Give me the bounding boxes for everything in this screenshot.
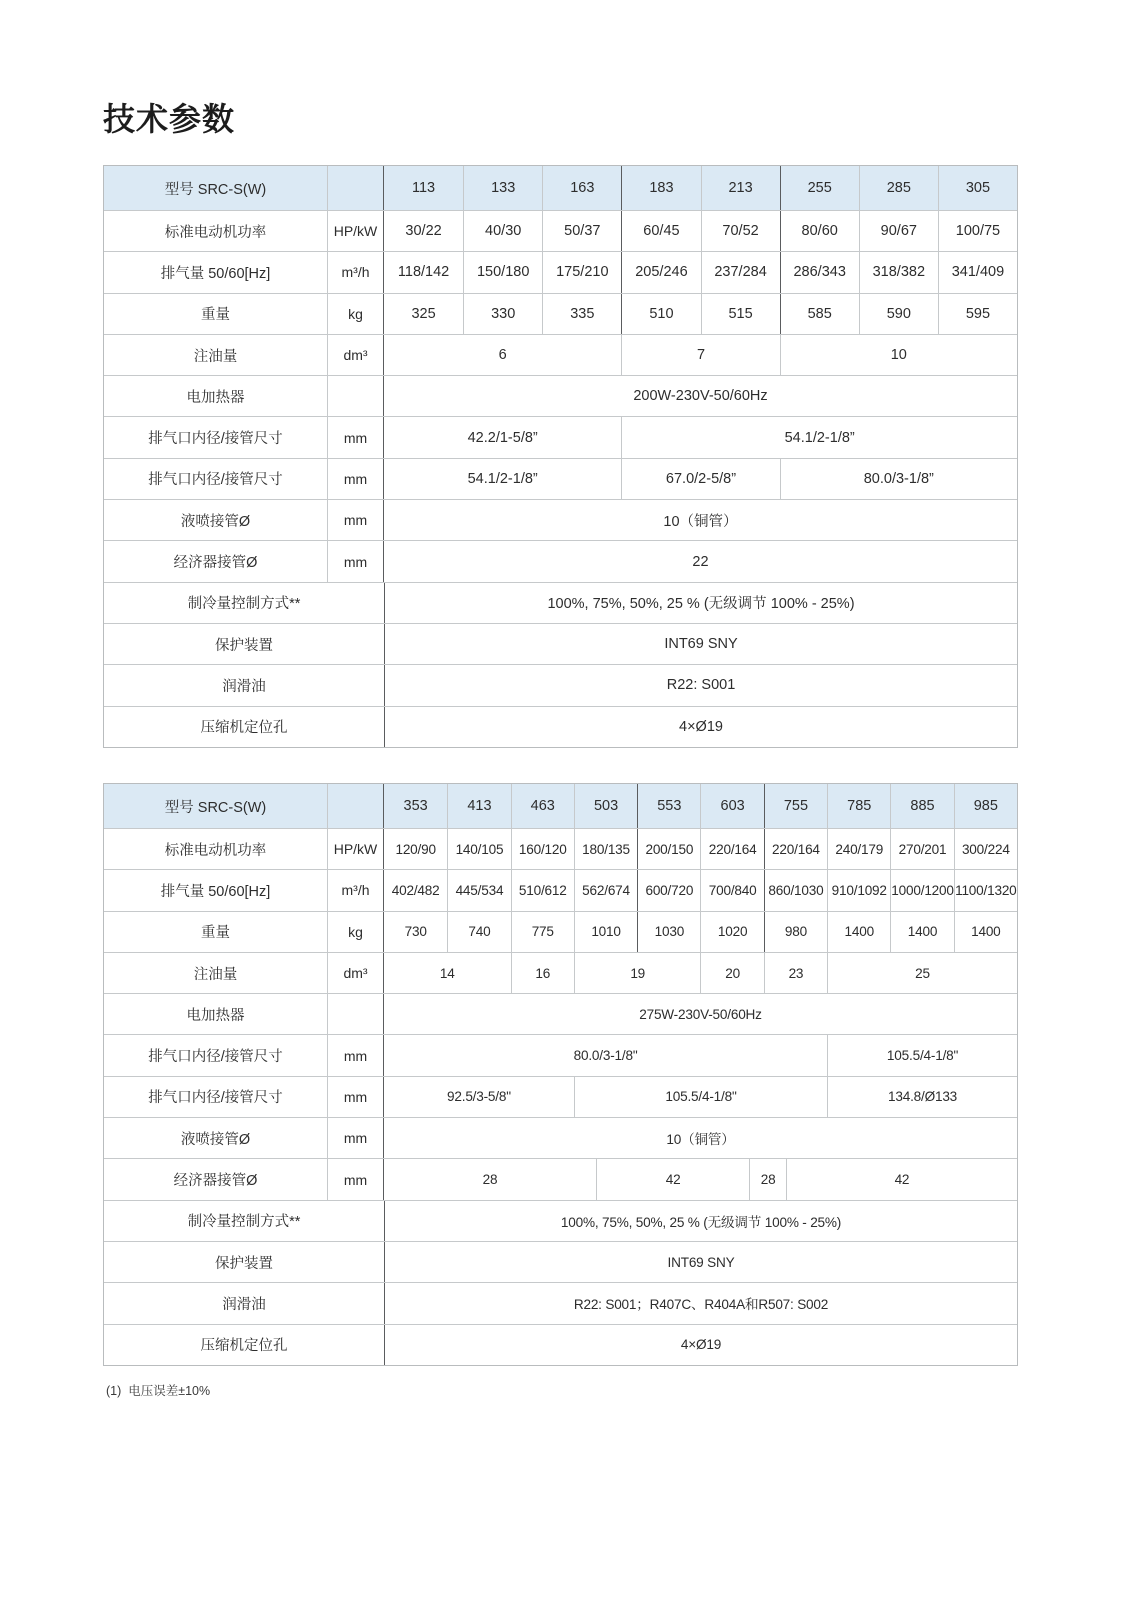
page-title: 技术参数 xyxy=(103,101,236,137)
row-values xyxy=(384,376,1017,416)
model-number-cell: 213 xyxy=(701,166,780,210)
data-cell: 300/224 xyxy=(954,829,1017,869)
table-row xyxy=(104,1241,1017,1282)
data-cell: INT69 SNY xyxy=(667,1254,735,1270)
row-label: 经济器接管Ø xyxy=(104,1159,328,1199)
data-cell: 160/120 xyxy=(511,829,574,869)
table-row xyxy=(104,1034,1017,1075)
data-cell: 28 xyxy=(749,1159,786,1199)
data-cell: 585 xyxy=(780,294,859,334)
row-values xyxy=(384,459,1017,499)
data-cell: 28 xyxy=(482,1172,498,1188)
data-cell: 1400 xyxy=(827,912,890,952)
row-values xyxy=(384,166,1017,210)
model-number-cell: 133 xyxy=(463,166,542,210)
row-values xyxy=(384,994,1017,1034)
row-values xyxy=(384,1118,1017,1158)
footnote: (1) 电压误差±10% xyxy=(106,1384,211,1398)
row-values xyxy=(384,829,1017,869)
row-label: 压缩机定位孔 xyxy=(104,707,385,747)
row-label: 液喷接管Ø xyxy=(104,500,328,540)
row-values xyxy=(384,1077,1017,1117)
data-cell: R22: S001；R407C、R404A和R507: S002 xyxy=(573,1297,829,1313)
data-cell: 1020 xyxy=(700,912,763,952)
model-number-cell: 285 xyxy=(859,166,938,210)
row-label: 排气量 50/60[Hz] xyxy=(104,252,328,292)
model-number-cell: 785 xyxy=(827,784,890,828)
row-values xyxy=(385,1283,1017,1323)
data-cell: 910/1092 xyxy=(827,870,890,910)
table-row xyxy=(104,1200,1017,1241)
table-row xyxy=(104,664,1017,705)
model-number-cell: 885 xyxy=(890,784,953,828)
data-cell: 10（铜管） xyxy=(663,513,738,530)
model-number-cell: 255 xyxy=(780,166,859,210)
row-unit: kg xyxy=(328,912,384,952)
data-cell: 590 xyxy=(859,294,938,334)
row-unit: kg xyxy=(328,294,384,334)
row-unit: HP/kW xyxy=(328,829,384,869)
row-label: 注油量 xyxy=(104,953,328,993)
row-label: 制冷量控制方式** xyxy=(104,583,385,623)
table-row xyxy=(104,911,1017,952)
model-number-cell: 553 xyxy=(637,784,700,828)
row-values xyxy=(384,500,1017,540)
data-cell: 134.8/Ø133 xyxy=(827,1077,1017,1117)
model-number-cell: 503 xyxy=(574,784,637,828)
table-row xyxy=(104,293,1017,334)
data-cell: 341/409 xyxy=(938,252,1017,292)
data-cell: 562/674 xyxy=(574,870,637,910)
row-values xyxy=(384,335,1017,375)
row-label: 排气量 50/60[Hz] xyxy=(104,870,328,910)
row-unit: dm³ xyxy=(328,335,384,375)
data-cell: 30/22 xyxy=(405,223,442,240)
row-unit: mm xyxy=(328,1118,384,1158)
data-cell: 200W-230V-50/60Hz xyxy=(633,388,768,405)
table-row xyxy=(104,1324,1017,1365)
row-label: 排气口内径/接管尺寸 xyxy=(104,417,328,457)
row-values xyxy=(384,912,1017,952)
table-row xyxy=(104,1158,1017,1199)
model-number-cell: 463 xyxy=(511,784,574,828)
row-unit: HP/kW xyxy=(328,211,384,251)
table-row xyxy=(104,334,1017,375)
data-cell: 595 xyxy=(938,294,1017,334)
data-cell: 730 xyxy=(404,924,427,940)
data-cell: 19 xyxy=(574,953,701,993)
table-row xyxy=(104,210,1017,251)
data-cell: 318/382 xyxy=(859,252,938,292)
row-label: 润滑油 xyxy=(104,665,385,705)
data-cell: 445/534 xyxy=(447,870,510,910)
table-row xyxy=(104,1076,1017,1117)
data-cell: 220/164 xyxy=(764,829,827,869)
data-cell: 40/30 xyxy=(463,211,542,251)
spec-table-models-113-305 xyxy=(103,165,1018,748)
row-label: 型号 SRC-S(W) xyxy=(104,166,328,210)
table-row xyxy=(104,1117,1017,1158)
row-values xyxy=(384,953,1017,993)
row-unit: mm xyxy=(328,1035,384,1075)
table-row xyxy=(104,416,1017,457)
data-cell: 1100/1320 xyxy=(954,870,1017,910)
row-values xyxy=(384,870,1017,910)
model-number-cell: 985 xyxy=(954,784,1017,828)
row-label: 标准电动机功率 xyxy=(104,829,328,869)
row-unit xyxy=(328,166,384,210)
row-label: 标准电动机功率 xyxy=(104,211,328,251)
data-cell: 860/1030 xyxy=(764,870,827,910)
row-values xyxy=(384,211,1017,251)
row-label: 保护装置 xyxy=(104,624,385,664)
table-row xyxy=(104,499,1017,540)
data-cell: 6 xyxy=(498,347,507,364)
row-values xyxy=(384,252,1017,292)
data-cell: 67.0/2-5/8” xyxy=(621,459,779,499)
row-values xyxy=(384,294,1017,334)
row-values xyxy=(385,665,1017,705)
row-unit: mm xyxy=(328,459,384,499)
data-cell: 270/201 xyxy=(890,829,953,869)
model-number-cell: 353 xyxy=(403,798,428,814)
row-unit xyxy=(328,994,384,1034)
data-cell: 80/60 xyxy=(780,211,859,251)
model-number-cell: 183 xyxy=(621,166,700,210)
row-label: 型号 SRC-S(W) xyxy=(104,784,328,828)
data-cell: 42 xyxy=(786,1159,1017,1199)
row-label: 排气口内径/接管尺寸 xyxy=(104,459,328,499)
data-cell: 92.5/3-5/8" xyxy=(447,1089,511,1105)
row-label: 液喷接管Ø xyxy=(104,1118,328,1158)
row-values xyxy=(385,1325,1017,1365)
data-cell: 220/164 xyxy=(700,829,763,869)
row-unit xyxy=(328,784,384,828)
data-cell: 80.0/3-1/8" xyxy=(573,1048,638,1064)
data-cell: 740 xyxy=(447,912,510,952)
row-label: 排气口内径/接管尺寸 xyxy=(104,1077,328,1117)
data-cell: 54.1/2-1/8” xyxy=(621,417,1017,457)
row-unit: m³/h xyxy=(328,252,384,292)
data-cell: 205/246 xyxy=(621,252,700,292)
data-cell: 335 xyxy=(542,294,621,334)
data-cell: 90/67 xyxy=(859,211,938,251)
row-values xyxy=(385,624,1017,664)
data-cell: 980 xyxy=(764,912,827,952)
data-cell: 120/90 xyxy=(395,841,436,857)
data-cell: 330 xyxy=(463,294,542,334)
data-cell: 150/180 xyxy=(463,252,542,292)
row-values xyxy=(385,707,1017,747)
data-cell: 100%, 75%, 50%, 25 % (无级调节 100% - 25%) xyxy=(560,1214,842,1230)
table-row xyxy=(104,869,1017,910)
row-label: 排气口内径/接管尺寸 xyxy=(104,1035,328,1075)
row-label: 重量 xyxy=(104,294,328,334)
data-cell: 600/720 xyxy=(637,870,700,910)
model-number-cell: 603 xyxy=(700,784,763,828)
row-label: 注油量 xyxy=(104,335,328,375)
table-header-row xyxy=(104,784,1017,828)
data-cell: 54.1/2-1/8” xyxy=(467,470,538,487)
table-row xyxy=(104,623,1017,664)
data-cell: 402/482 xyxy=(391,882,440,898)
data-cell: R22: S001 xyxy=(666,677,736,694)
data-cell: 515 xyxy=(701,294,780,334)
spec-table-models-353-985 xyxy=(103,783,1018,1366)
row-label: 电加热器 xyxy=(104,376,328,416)
row-unit xyxy=(328,376,384,416)
row-label: 重量 xyxy=(104,912,328,952)
data-cell: 1030 xyxy=(637,912,700,952)
row-unit: dm³ xyxy=(328,953,384,993)
table-row xyxy=(104,582,1017,623)
data-cell: 105.5/4-1/8" xyxy=(574,1077,827,1117)
row-label: 电加热器 xyxy=(104,994,328,1034)
row-unit: mm xyxy=(328,417,384,457)
table-header-row xyxy=(104,166,1017,210)
row-values xyxy=(385,1201,1017,1241)
data-cell: 23 xyxy=(764,953,827,993)
table-row xyxy=(104,375,1017,416)
data-cell: 4×Ø19 xyxy=(680,1337,722,1353)
row-unit: m³/h xyxy=(328,870,384,910)
row-unit: mm xyxy=(328,1077,384,1117)
data-cell: 775 xyxy=(511,912,574,952)
data-cell: 200/150 xyxy=(637,829,700,869)
data-cell: 50/37 xyxy=(542,211,621,251)
data-cell: 4×Ø19 xyxy=(679,718,723,735)
table-row xyxy=(104,828,1017,869)
data-cell: INT69 SNY xyxy=(664,636,738,653)
data-cell: 20 xyxy=(700,953,763,993)
data-cell: 286/343 xyxy=(780,252,859,292)
row-unit: mm xyxy=(328,541,384,581)
row-unit: mm xyxy=(328,1159,384,1199)
row-values xyxy=(384,1035,1017,1075)
row-values xyxy=(384,784,1017,828)
model-number-cell: 113 xyxy=(412,180,436,196)
row-values xyxy=(384,541,1017,581)
row-unit: mm xyxy=(328,500,384,540)
data-cell: 1400 xyxy=(954,912,1017,952)
row-values xyxy=(384,417,1017,457)
row-values xyxy=(384,1159,1017,1199)
table-row xyxy=(104,993,1017,1034)
row-values xyxy=(385,583,1017,623)
model-number-cell: 755 xyxy=(764,784,827,828)
model-number-cell: 163 xyxy=(542,166,621,210)
data-cell: 100/75 xyxy=(938,211,1017,251)
table-row xyxy=(104,251,1017,292)
table-row xyxy=(104,458,1017,499)
row-label: 压缩机定位孔 xyxy=(104,1325,385,1365)
table-row xyxy=(104,952,1017,993)
model-number-cell: 305 xyxy=(938,166,1017,210)
table-row xyxy=(104,706,1017,747)
data-cell: 10 xyxy=(780,335,1017,375)
data-cell: 118/142 xyxy=(397,264,450,281)
table-row xyxy=(104,540,1017,581)
data-cell: 60/45 xyxy=(621,211,700,251)
data-cell: 1010 xyxy=(574,912,637,952)
data-cell: 1000/1200 xyxy=(890,870,953,910)
data-cell: 140/105 xyxy=(447,829,510,869)
data-cell: 510/612 xyxy=(511,870,574,910)
data-cell: 105.5/4-1/8" xyxy=(827,1035,1017,1075)
row-label: 润滑油 xyxy=(104,1283,385,1323)
data-cell: 16 xyxy=(511,953,574,993)
data-cell: 70/52 xyxy=(701,211,780,251)
data-cell: 325 xyxy=(411,305,436,322)
data-cell: 510 xyxy=(621,294,700,334)
data-cell: 25 xyxy=(827,953,1017,993)
data-cell: 237/284 xyxy=(701,252,780,292)
row-label: 制冷量控制方式** xyxy=(104,1201,385,1241)
data-cell: 100%, 75%, 50%, 25 % (无级调节 100% - 25%) xyxy=(547,596,855,613)
model-number-cell: 413 xyxy=(447,784,510,828)
row-label: 保护装置 xyxy=(104,1242,385,1282)
data-cell: 22 xyxy=(692,553,709,570)
table-row xyxy=(104,1282,1017,1323)
data-cell: 42.2/1-5/8” xyxy=(467,429,538,446)
data-cell: 14 xyxy=(439,965,455,981)
data-cell: 7 xyxy=(621,335,779,375)
row-values xyxy=(385,1242,1017,1282)
data-cell: 42 xyxy=(596,1159,749,1199)
data-cell: 180/135 xyxy=(574,829,637,869)
data-cell: 700/840 xyxy=(700,870,763,910)
data-cell: 175/210 xyxy=(542,252,621,292)
data-cell: 80.0/3-1/8” xyxy=(780,459,1017,499)
row-label: 经济器接管Ø xyxy=(104,541,328,581)
data-cell: 275W-230V-50/60Hz xyxy=(639,1006,762,1022)
data-cell: 1400 xyxy=(890,912,953,952)
data-cell: 10（铜管） xyxy=(666,1132,735,1148)
data-cell: 240/179 xyxy=(827,829,890,869)
